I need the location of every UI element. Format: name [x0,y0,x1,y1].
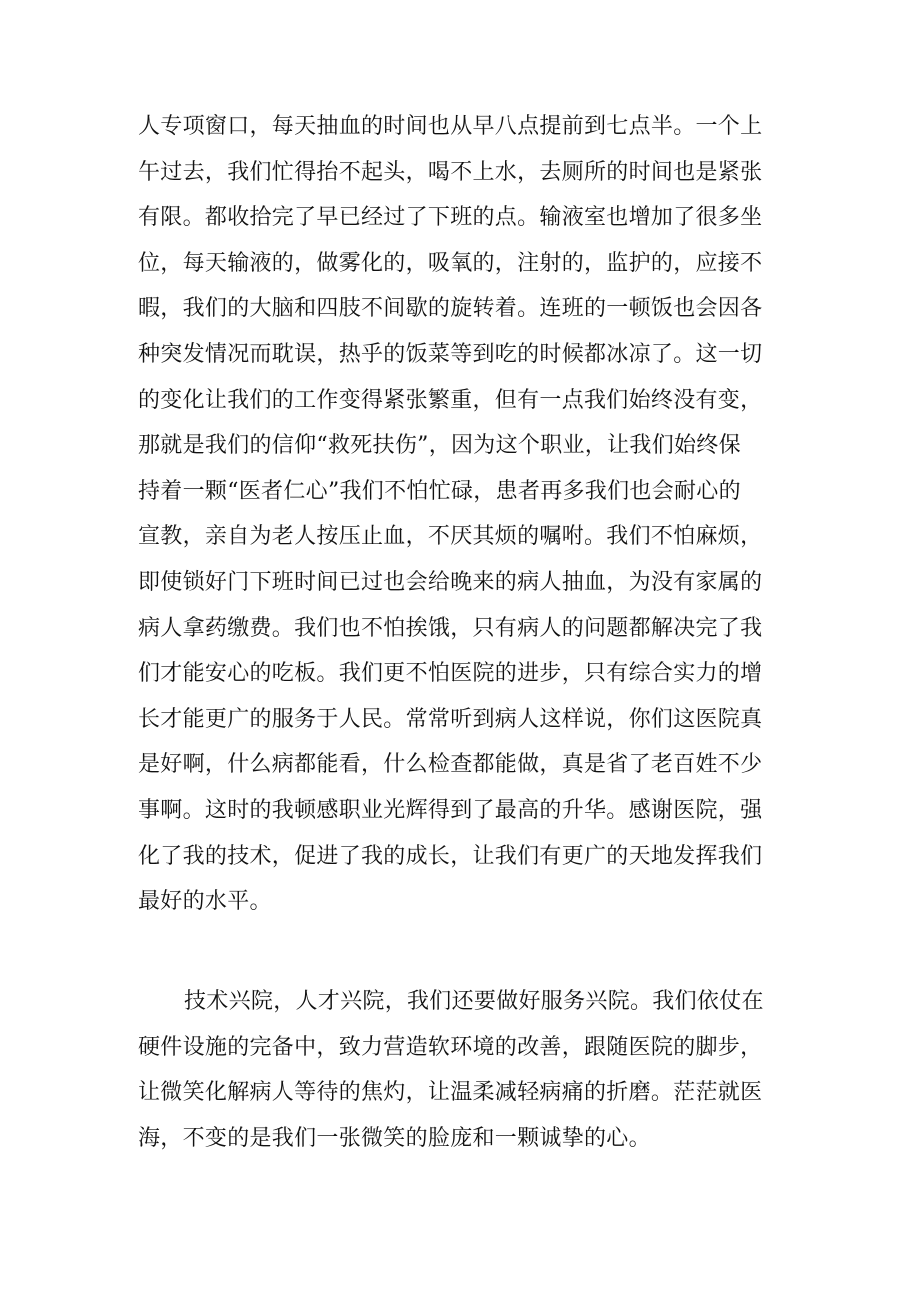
paragraph-2-line: 硬件设施的完备中，致力营造软环境的改善，跟随医院的脚步， [138,1034,763,1060]
paragraph-2-line: 让微笑化解病人等待的焦灼，让温柔减轻病痛的折磨。茫茫就医 [138,1080,763,1106]
paragraph-2-line: 技术兴院，人才兴院，我们还要做好服务兴院。我们依仗在 [184,989,764,1014]
paragraph-1-line: 种突发情况而耽误，热乎的饭菜等到吃的时候都冰凉了。这一切 [138,341,763,367]
paragraph-1-line: 即使锁好门下班时间已过也会给晚来的病人抽血，为没有家属的 [138,569,763,595]
paragraph-1-line: 宣教，亲自为老人按压止血，不厌其烦的嘱咐。我们不怕麻烦， [138,524,763,550]
paragraph-1-line: 事啊。这时的我顿感职业光辉得到了最高的升华。感谢医院，强 [138,797,763,823]
paragraph-1-line: 的变化让我们的工作变得紧张繁重，但有一点我们始终没有变， [138,387,763,413]
paragraph-1-line: 持着一颗“医者仁心”我们不怕忙碌，患者再多我们也会耐心的 [138,478,741,504]
paragraph-1-line: 午过去，我们忙得抬不起头，喝不上水，去厕所的时间也是紧张 [138,159,763,185]
paragraph-2 [138,979,798,1161]
paragraph-1-line: 们才能安心的吃板。我们更不怕医院的进步，只有综合实力的增 [138,661,763,687]
paragraph-1-line: 暇，我们的大脑和四肢不间歇的旋转着。连班的一顿饭也会因各 [138,296,763,322]
paragraph-1-line: 那就是我们的信仰“救死扶伤”，因为这个职业，让我们始终保 [138,433,741,459]
paragraph-1-line: 位，每天输液的，做雾化的，吸氧的，注射的，监护的，应接不 [138,250,763,276]
paragraph-1-line: 人专项窗口，每天抽血的时间也从早八点提前到七点半。一个上 [138,114,763,139]
paragraph-1-line: 是好啊，什么病都能看，什么检查都能做，真是省了老百姓不少 [138,752,763,778]
paragraph-1-line: 有限。都收拾完了早已经过了下班的点。输液室也增加了很多坐 [138,205,763,231]
paragraph-1-line: 长才能更广的服务于人民。常常听到病人这样说，你们这医院真 [138,706,763,732]
paragraph-1-line: 化了我的技术，促进了我的成长，让我们有更广的天地发挥我们 [138,843,763,869]
paragraph-1 [138,104,798,925]
paragraph-1-line: 病人拿药缴费。我们也不怕挨饿，只有病人的问题都解决完了我 [138,615,763,641]
paragraph-2-line: 海，不变的是我们一张微笑的脸庞和一颗诚挚的心。 [138,1125,651,1151]
paragraph-1-line: 最好的水平。 [138,889,272,915]
